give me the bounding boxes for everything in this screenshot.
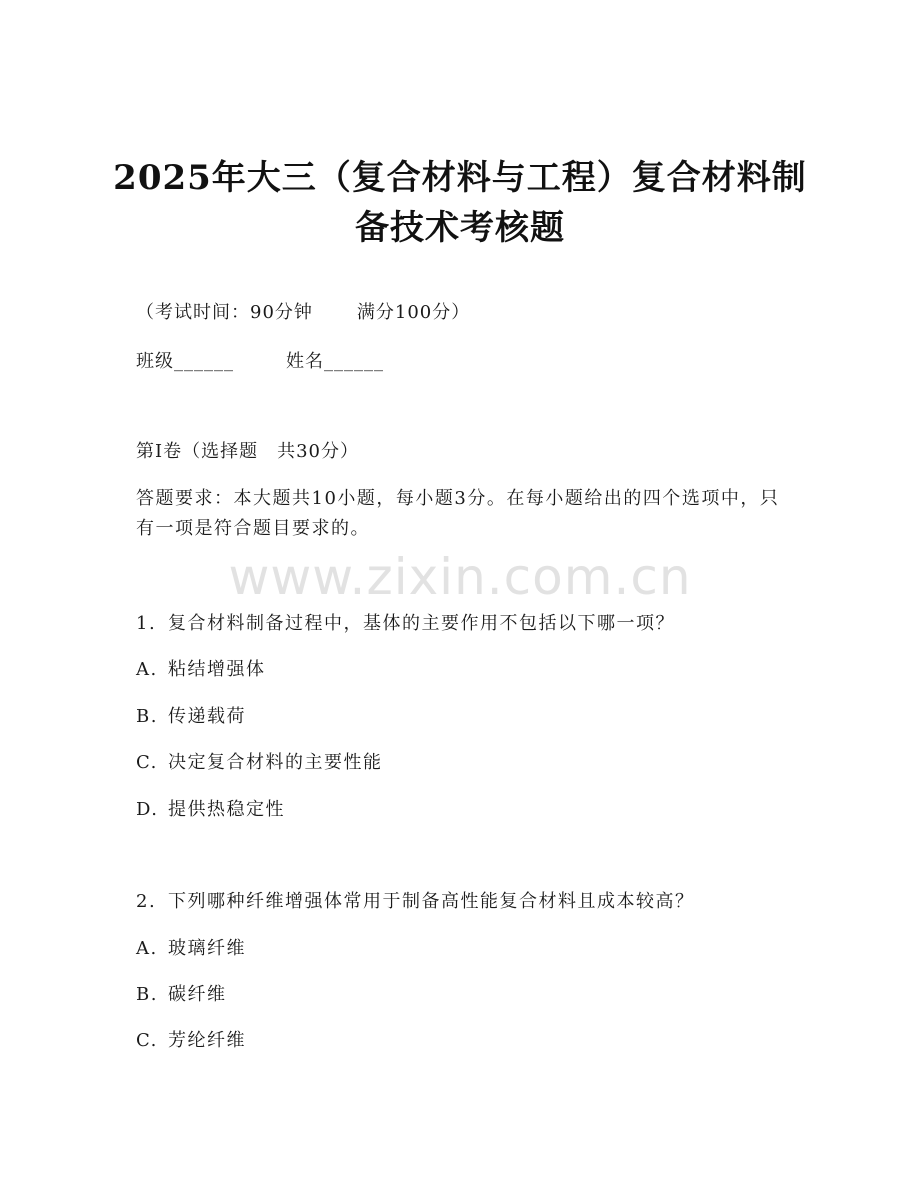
option-text: 决定复合材料的主要性能 <box>168 752 383 773</box>
option-text: 碳纤维 <box>168 984 227 1005</box>
class-field: 班级______ <box>136 351 234 372</box>
question-text: 下列哪种纤维增强体常用于制备高性能复合材料且成本较高？ <box>168 891 695 912</box>
option-text: 传递载荷 <box>168 706 246 727</box>
question-2-option-b <box>136 982 227 1008</box>
exam-full-score: 满分100分） <box>356 302 471 323</box>
option-letter: B. <box>136 984 158 1005</box>
question-1-stem <box>136 611 675 637</box>
question-1-option-c <box>136 750 383 776</box>
option-letter: A. <box>136 938 158 959</box>
option-letter: A. <box>136 659 158 680</box>
exam-title-line-2: 备技术考核题 <box>355 208 565 248</box>
question-number: 1. <box>136 613 157 634</box>
option-text: 粘结增强体 <box>168 659 266 680</box>
question-1-option-b <box>136 704 246 730</box>
question-2-option-c <box>136 1028 246 1054</box>
name-field: 姓名______ <box>286 351 384 372</box>
section-instructions: 答题要求：本大题共10小题，每小题3分。在每小题给出的四个选项中，只有一项是符合题目要求的。 <box>136 488 780 539</box>
question-1-option-a <box>136 657 266 683</box>
exam-info <box>136 300 470 326</box>
option-letter: B. <box>136 706 158 727</box>
question-2-option-a <box>136 936 246 962</box>
watermark: www.zixin.com.cn <box>228 548 692 606</box>
question-text: 复合材料制备过程中，基体的主要作用不包括以下哪一项？ <box>168 613 675 634</box>
section-heading: 第Ⅰ卷（选择题 共30分） <box>136 441 360 462</box>
option-letter: C. <box>136 752 158 773</box>
option-letter: D. <box>136 799 159 820</box>
exam-title-line-1: 2025年大三（复合材料与工程）复合材料制 <box>113 158 807 198</box>
option-text: 提供热稳定性 <box>168 799 285 820</box>
question-1-option-d <box>136 797 285 823</box>
question-number: 2. <box>136 891 157 912</box>
question-2-stem <box>136 889 695 915</box>
option-text: 玻璃纤维 <box>168 938 246 959</box>
student-info <box>136 349 384 375</box>
option-letter: C. <box>136 1030 158 1051</box>
option-text: 芳纶纤维 <box>168 1030 246 1051</box>
exam-time: （考试时间：90分钟 <box>136 302 313 323</box>
